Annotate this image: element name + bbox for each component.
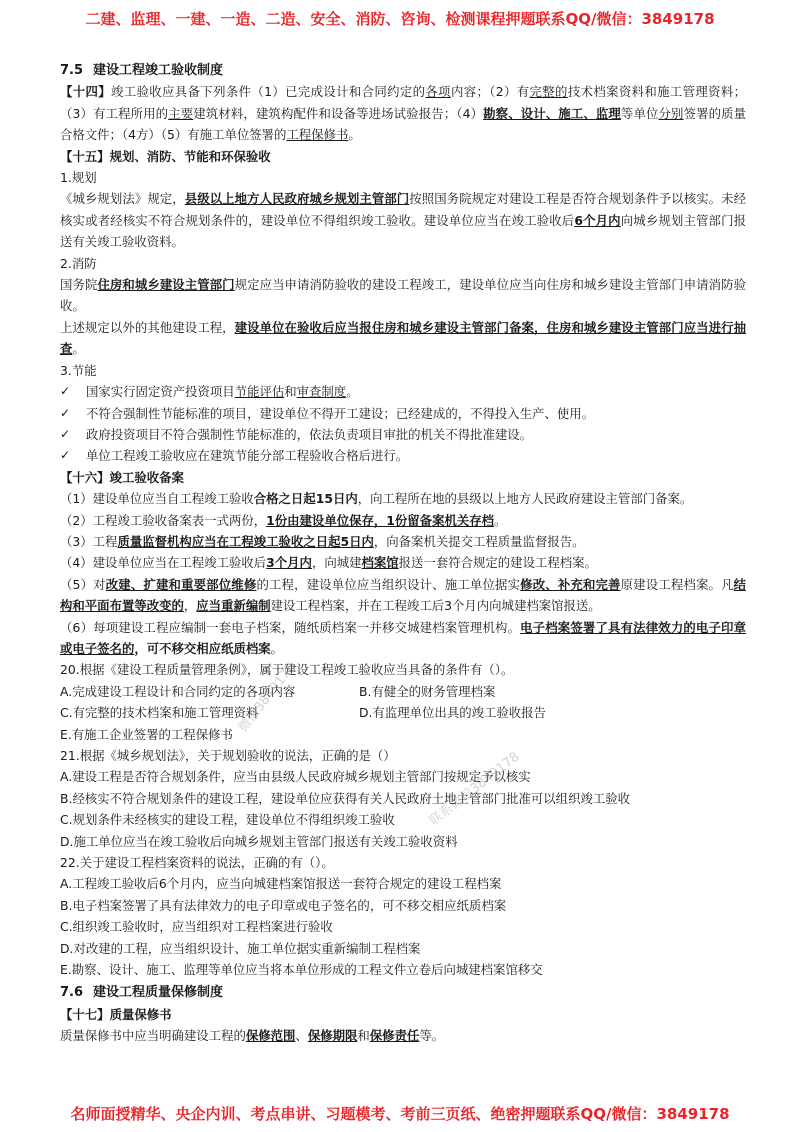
option-d: D.施工单位应当在竣工验收后向城乡规划主管部门报送有关竣工验收资料 <box>60 833 458 849</box>
bottom-banner: 名师面授精华、央企内训、考点串讲、习题模考、考前三页纸、绝密押题联系QQ/微信：3849178 <box>70 1105 730 1123</box>
text-run: 竣工验收应具备下列条件（1）已完成设计和合同约定的 <box>111 84 426 100</box>
watermark: 联系微信3849178 <box>426 749 523 829</box>
emphasis-text: 改建、扩建和重要部位维修 <box>105 576 257 592</box>
option-e: E.有施工企业签署的工程保修书 <box>60 726 233 742</box>
emphasis-text: 6个月内 <box>574 212 621 228</box>
emphasis-text: 修改、补充和完善 <box>520 576 621 592</box>
text-run: 。 <box>270 640 284 656</box>
text-run: 。 <box>348 127 361 143</box>
emphasis-text: 3个月内 <box>266 555 312 571</box>
point-tag: 【十五】 <box>60 148 110 164</box>
emphasis-text: 1份由建设单位保存，1份留备案机关存档 <box>266 512 495 528</box>
watermark: 微信3849178 <box>235 659 300 736</box>
text-run: （4）建设单位应当在工程竣工验收后 <box>60 555 267 571</box>
text-run: 国家实行固定资产投资项目 <box>86 384 235 400</box>
emphasis-text: 应当重新编制 <box>196 598 271 614</box>
emphasis-text: 电子档案签署了具有法律效力的电子印章或电子签名的 <box>60 619 746 656</box>
section-number: 7.6 <box>60 985 84 1001</box>
text-run: 原建设工程档案。凡 <box>620 576 734 592</box>
filing-item-4 <box>60 552 746 573</box>
check-icon: ✓ <box>60 426 71 441</box>
document-body <box>60 58 746 1047</box>
text-run: （1）建设单位应当自工程竣工验收 <box>60 491 254 507</box>
underlined-text: 审查制度 <box>296 384 347 400</box>
warranty-paragraph <box>60 1025 746 1046</box>
point-title: 规划、消防、节能和环保验收 <box>109 148 271 164</box>
question-20-options-cd <box>60 702 746 723</box>
energy-item-2 <box>60 403 746 424</box>
underlined-text: 完整的 <box>529 84 568 100</box>
item-text: 单位工程竣工验收应在建筑节能分部工程验收合格后进行。 <box>86 448 409 464</box>
point-tag: 【十四】 <box>60 84 112 100</box>
text-run: 等。 <box>419 1028 445 1044</box>
option-e: E.勘察、设计、施工、监理等单位应当将本单位形成的工程文件立卷后向城建档案馆移交 <box>60 962 543 978</box>
item-text <box>86 381 359 402</box>
item-text: 不符合强制性节能标准的项目，建设单位不得开工建设；已经建成的，不得投入生产、使用。 <box>86 405 595 421</box>
knowledge-point-16-heading <box>60 467 746 488</box>
text-run: 。 <box>346 384 359 400</box>
knowledge-point-15-heading <box>60 146 746 167</box>
question-21-stem: 21.根据《城乡规划法》，关于规划验收的说法，正确的是（） <box>60 748 396 763</box>
filing-item-2 <box>60 510 746 531</box>
emphasis-text: ，可不移交相应纸质档案 <box>134 640 271 656</box>
section-number: 7.5 <box>60 63 84 78</box>
underlined-text: 分别 <box>658 105 684 121</box>
emphasis-text: 质量监督机构应当在工程竣工验收之日起5日内 <box>117 533 374 549</box>
text-run: 向城乡规划主管部门报送有关竣工验收资料。 <box>60 212 747 250</box>
check-icon: ✓ <box>60 384 71 399</box>
text-run: 内容；（2）有 <box>450 84 530 100</box>
knowledge-point-14 <box>60 81 746 145</box>
point-tag: 【十七】 <box>60 1006 110 1022</box>
text-run: ， <box>183 598 197 614</box>
text-run: 国务院 <box>60 277 98 293</box>
text-run: 技术档案资料和施工管理资料；（3）有工程所用的 <box>60 84 747 121</box>
question-20-options-ab <box>60 681 746 702</box>
point-tag: 【十六】 <box>60 469 110 485</box>
underlined-text: 主要 <box>168 105 194 121</box>
emphasis-text: 结构和平面布置等改变的 <box>60 576 747 614</box>
emphasis-text: 保修范围 <box>245 1028 296 1044</box>
filing-item-1 <box>60 488 746 509</box>
text-run: （6）每项建设工程应编制一套电子档案，随纸质档案一并移交城建档案管理机构。 <box>60 619 521 635</box>
section-title: 建设工程质量保修制度 <box>93 985 224 1001</box>
energy-item-3 <box>60 424 746 445</box>
knowledge-point-17-heading <box>60 1004 746 1025</box>
fire-paragraph-1 <box>60 274 746 317</box>
emphasis-text: 县级以上地方人民政府城乡规划主管部门 <box>184 191 410 207</box>
option-a: A.工程竣工验收后6个月内，应当向城建档案馆报送一套符合规定的建设工程档案 <box>60 876 502 892</box>
filing-item-3 <box>60 531 746 552</box>
item-text: 政府投资项目不符合强制性节能标准的，依法负责项目审批的机关不得批准建设。 <box>86 426 533 442</box>
energy-item-4 <box>60 445 746 466</box>
emphasis-text: 合格之日起15日内 <box>253 491 358 507</box>
energy-item-1 <box>60 381 746 402</box>
section-heading-7-6 <box>60 982 746 1003</box>
text-run: 报送一套符合规定的建设工程档案。 <box>398 555 597 571</box>
text-run: （5）对 <box>60 576 106 592</box>
underlined-text: 各项 <box>425 84 451 100</box>
section-title: 建设工程竣工验收制度 <box>93 63 224 78</box>
text-run: 等单位 <box>620 105 659 121</box>
section-heading-7-5 <box>60 60 746 81</box>
text-run: 建设工程档案，并在工程竣工后3个月内向城建档案馆报送。 <box>270 598 601 614</box>
option-a: A.完成建设工程设计和合同约定的各项内容 <box>60 683 296 699</box>
option-c: C.有完整的技术档案和施工管理资料 <box>60 705 259 721</box>
text-run: 建筑材料，建筑构配件和设备等进场试验报告；（4） <box>193 105 484 121</box>
emphasis-text: 勘察、设计、施工、监理 <box>483 105 621 121</box>
text-run: （2）工程竣工验收备案表一式两份， <box>60 512 267 528</box>
point-title: 竣工验收备案 <box>109 469 184 485</box>
text-run: 按照国务院规定对建设工程是否符合规划条件予以核实。未经核实或者经核实不符合规划条件的，建设单位不得组织竣工验收。建设单位应当在竣工验收后 <box>60 191 747 228</box>
option-b: B.电子档案签署了具有法律效力的电子印章或电子签名的，可不移交相应纸质档案 <box>60 897 507 913</box>
option-c: C.组织竣工验收时，应当组织对工程档案进行验收 <box>60 919 333 935</box>
text-run: 。 <box>494 512 507 528</box>
emphasis-text: 建设单位在验收后应当报住房和城乡建设主管部门备案，住房和城乡建设主管部门应当进行抽查 <box>60 319 747 357</box>
emphasis-text: 住房和城乡建设主管部门 <box>97 277 235 293</box>
text-run: 签署的质量合格文件；（4方）（5）有施工单位签署的 <box>60 105 747 143</box>
point-title: 质量保修书 <box>109 1006 172 1022</box>
option-b: B.经核实不符合规划条件的建设工程，建设单位应获得有关人民政府土地主管部门批准可以组织竣工验收 <box>60 790 631 806</box>
underlined-text: 工程保修书 <box>286 127 349 143</box>
text-run: 规定应当申请消防验收的建设工程竣工，建设单位应当向住房和城乡建设主管部门申请消防验收。 <box>60 277 747 314</box>
top-banner: 二建、监理、一建、一造、二造、安全、消防、咨询、检测课程押题联系QQ/微信：3849178 <box>85 10 715 28</box>
option-d: D.有监理单位出具的竣工验收报告 <box>359 705 546 721</box>
text-run: 上述规定以外的其他建设工程， <box>60 319 235 335</box>
emphasis-text: 保修责任 <box>369 1028 420 1044</box>
text-run: 、 <box>295 1028 308 1044</box>
option-a: A.建设工程是否符合规划条件，应当由县级人民政府城乡规划主管部门按规定予以核实 <box>60 769 531 785</box>
planning-paragraph <box>60 188 746 252</box>
emphasis-text: 保修期限 <box>307 1028 358 1044</box>
text-run: （3）工程 <box>60 533 118 549</box>
option-c: C.规划条件未经核实的建设工程，建设单位不得组织竣工验收 <box>60 812 395 828</box>
text-run: ，向城建 <box>311 555 362 571</box>
underlined-text: 节能评估 <box>234 384 285 400</box>
text-run: 和 <box>284 384 297 400</box>
text-run: 《城乡规划法》规定， <box>60 191 185 207</box>
filing-item-5 <box>60 574 746 617</box>
subheading-fire: 2.消防 <box>60 255 97 271</box>
text-run: 和 <box>357 1028 370 1044</box>
text-run: 质量保修书中应当明确建设工程的 <box>60 1028 246 1044</box>
text-run: 。 <box>72 341 85 357</box>
filing-item-6 <box>60 617 746 660</box>
option-d: D.对改建的工程，应当组织设计、施工单位据实重新编制工程档案 <box>60 940 421 956</box>
check-icon: ✓ <box>60 448 71 463</box>
option-b: B.有健全的财务管理档案 <box>359 683 496 699</box>
text-run: ，向工程所在地的县级以上地方人民政府建设主管部门备案。 <box>357 491 693 507</box>
question-22-stem: 22.关于建设工程档案资料的说法，正确的有（）。 <box>60 855 334 871</box>
check-icon: ✓ <box>60 405 71 420</box>
subheading-planning: 1.规划 <box>60 170 97 186</box>
text-run: ，向备案机关提交工程质量监督报告。 <box>373 533 585 549</box>
question-20-stem: 20.根据《建设工程质量管理条例》，属于建设工程竣工验收应当具备的条件有（）。 <box>60 662 514 678</box>
subheading-energy: 3.节能 <box>60 362 97 378</box>
text-run: 的工程，建设单位应当组织设计、施工单位据实 <box>256 576 521 592</box>
fire-paragraph-2 <box>60 317 746 360</box>
emphasis-text: 档案馆 <box>361 555 399 571</box>
